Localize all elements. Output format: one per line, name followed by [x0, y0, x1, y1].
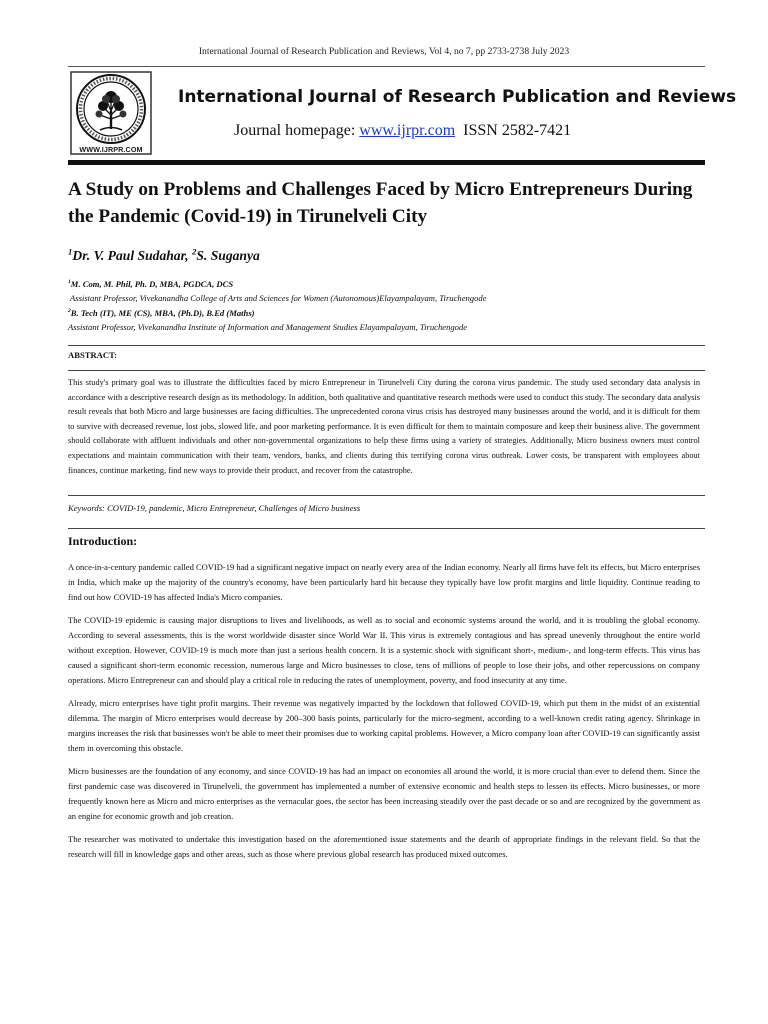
- author-1-name: Dr. V. Paul Sudahar,: [72, 248, 192, 263]
- abstract-label-rule: [68, 370, 705, 371]
- journal-homepage-line: [234, 122, 694, 140]
- affiliation-2-degrees: [68, 306, 708, 320]
- abstract-text: This study's primary goal was to illustrate the difficulties faced by micro Entrepreneur in Tirunelveli City during the corona virus pandemic. The study used secondary data analysis in accordance with a descriptive research design as its methodology. In addition, both qualitative and quantitative research methods were used to conduct this study. The secondary data analysis result reveals that both Micro and large businesses are facing difficulties. The unprecedented corona virus crisis has destroyed many businesses around the world, and it is difficult for them to survive with decreased revenue, lost jobs, slowed life, and poor marketing performance. It is even difficult for them to maintain composure and keep their business alive. The government should collaborate with affluent individuals and other non-governmental organizations to help these firms using a variety of strategies. Additionally, Micro business owners must control expectations and maintain communication with their team, vendors, banks, and clients during this terrifying corona virus outbreak. Lower costs, be transparent with employees about finances, continue marketing, find new ways to provide their product, and recover from the catastrophe.: [68, 378, 700, 475]
- abstract-bottom-rule: [68, 495, 705, 496]
- introduction-heading: Introduction:: [68, 534, 138, 548]
- author-1-marker: 1: [68, 246, 73, 257]
- journal-citation-line: International Journal of Research Publication and Reviews, Vol 4, no 7, pp 2733-2738 July 2023: [198, 46, 570, 57]
- intro-paragraph: A once-in-a-century pandemic called COVID-19 had a significant negative impact on nearly every area of the Indian economy. Nearly all firms have felt its effects, but Micro enterprises in India, which make up the majority of the country's economy, have been particularly hard hit because they typically have low profit margins and little liquidity. Continue reading to find out how COVID-19 has affected India's Micro companies.: [68, 562, 700, 603]
- journal-logo: [70, 71, 152, 155]
- affiliation-2-marker: 2: [68, 307, 71, 314]
- affiliations: [68, 277, 708, 335]
- header-divider: [68, 66, 705, 67]
- intro-paragraph: The COVID-19 epidemic is causing major disruptions to lives and livelihoods, as well as to social and economic systems around the world, and it is troubling the global economy. According to several assessments, this is the worst worldwide disaster since World War II. This virus is extremely contagious and has spread unevenly throughout the entire world without exception. However, COVID-19 is much more than just a serious health concern. It is a systemic shock with significant short-, medium-, and long-term effects. This virus has caused a significant short-term economic recession, numerous large and Micro businesses to close, tens of millions of people to lose their jobs, and other repercussions on company operations. Micro Entrepreneur can and should play a critical role in reducing the rates of unemployment, poverty, and food insecurity at any time.: [68, 614, 700, 686]
- author-2-name: S. Suganya: [196, 248, 260, 263]
- affiliation-1-institution: Assistant Professor, Vivekanandha College of Arts and Sciences for Women (Autonomous)Elayampalayam, Tiruchengode: [70, 293, 487, 304]
- header-thick-rule: [68, 160, 705, 165]
- introduction-body: [68, 560, 700, 870]
- author-2-marker: 2: [191, 246, 197, 257]
- journal-title: International Journal of Research Publication and Reviews: [178, 87, 737, 107]
- introduction-rule: [68, 528, 705, 529]
- paper-title: A Study on Problems and Challenges Faced by Micro Entrepreneurs During the Pandemic (Covid-19) in Tirunelveli City: [68, 179, 693, 227]
- keywords-line: Keywords: COVID-19, pandemic, Micro Entrepreneur, Challenges of Micro business: [68, 503, 361, 513]
- logo-url-text: WWW.IJRPR.COM: [79, 145, 143, 154]
- intro-paragraph: Already, micro enterprises have tight profit margins. Their revenue was negatively impacted by the lockdown that followed COVID-19, which put them in the midst of an existential dilemma. The margin of Micro enterprises would decrease by 200–300 basis points, particularly for the micro-segment, according to a well-known credit rating agency. Shrinkage in margins increases the risk that businesses won't be able to meet their promises due to working capital problems. However, a Micro company loan after COVID-19 can significantly assist them in overcoming this obstacle.: [68, 697, 700, 754]
- affiliation-1-degrees: [68, 277, 708, 291]
- intro-paragraph: The researcher was motivated to undertake this investigation based on the aforementioned issue statements and the dearth of appropriate findings in the relevant field. So that the research will fill in knowledge gaps and other areas, such as those where previous global research has produced mixed outcomes.: [68, 833, 700, 859]
- homepage-prefix: Journal homepage:: [234, 122, 360, 139]
- intro-paragraph: Micro businesses are the foundation of any economy, and since COVID-19 has had an impact on economies all around the world, it is more crucial than ever to defend them. Since the first pandemic case was discovered in Tirunelveli, the government has implemented a number of extensive economic and health steps to lessen its effects. Micro businesses, or more frequently known here as Micro and micro enterprises as the vernacular goes, the sector has been increasing steadily over the past decade or so and are recognized by the government as an engine for economic growth and job creation.: [68, 765, 700, 822]
- abstract-label: ABSTRACT:: [68, 350, 118, 360]
- affiliation-2-degrees-text: B. Tech (IT), ME (CS), MBA, (Ph.D), B.Ed (Maths): [70, 307, 255, 318]
- affiliation-1-marker: 1: [68, 279, 71, 286]
- affiliation-2-institution: Assistant Professor, Vivekanandha Institute of Information and Management Studies Elayampalayam, Tiruchengode: [68, 322, 468, 333]
- abstract-top-rule: [68, 345, 705, 346]
- author-list: [68, 248, 260, 264]
- homepage-link[interactable]: www.ijrpr.com: [359, 122, 456, 139]
- affiliation-1-degrees-text: M. Com, M. Phil, Ph. D, MBA, PGDCA, DCS: [70, 279, 234, 289]
- issn-text: ISSN 2582-7421: [463, 122, 572, 139]
